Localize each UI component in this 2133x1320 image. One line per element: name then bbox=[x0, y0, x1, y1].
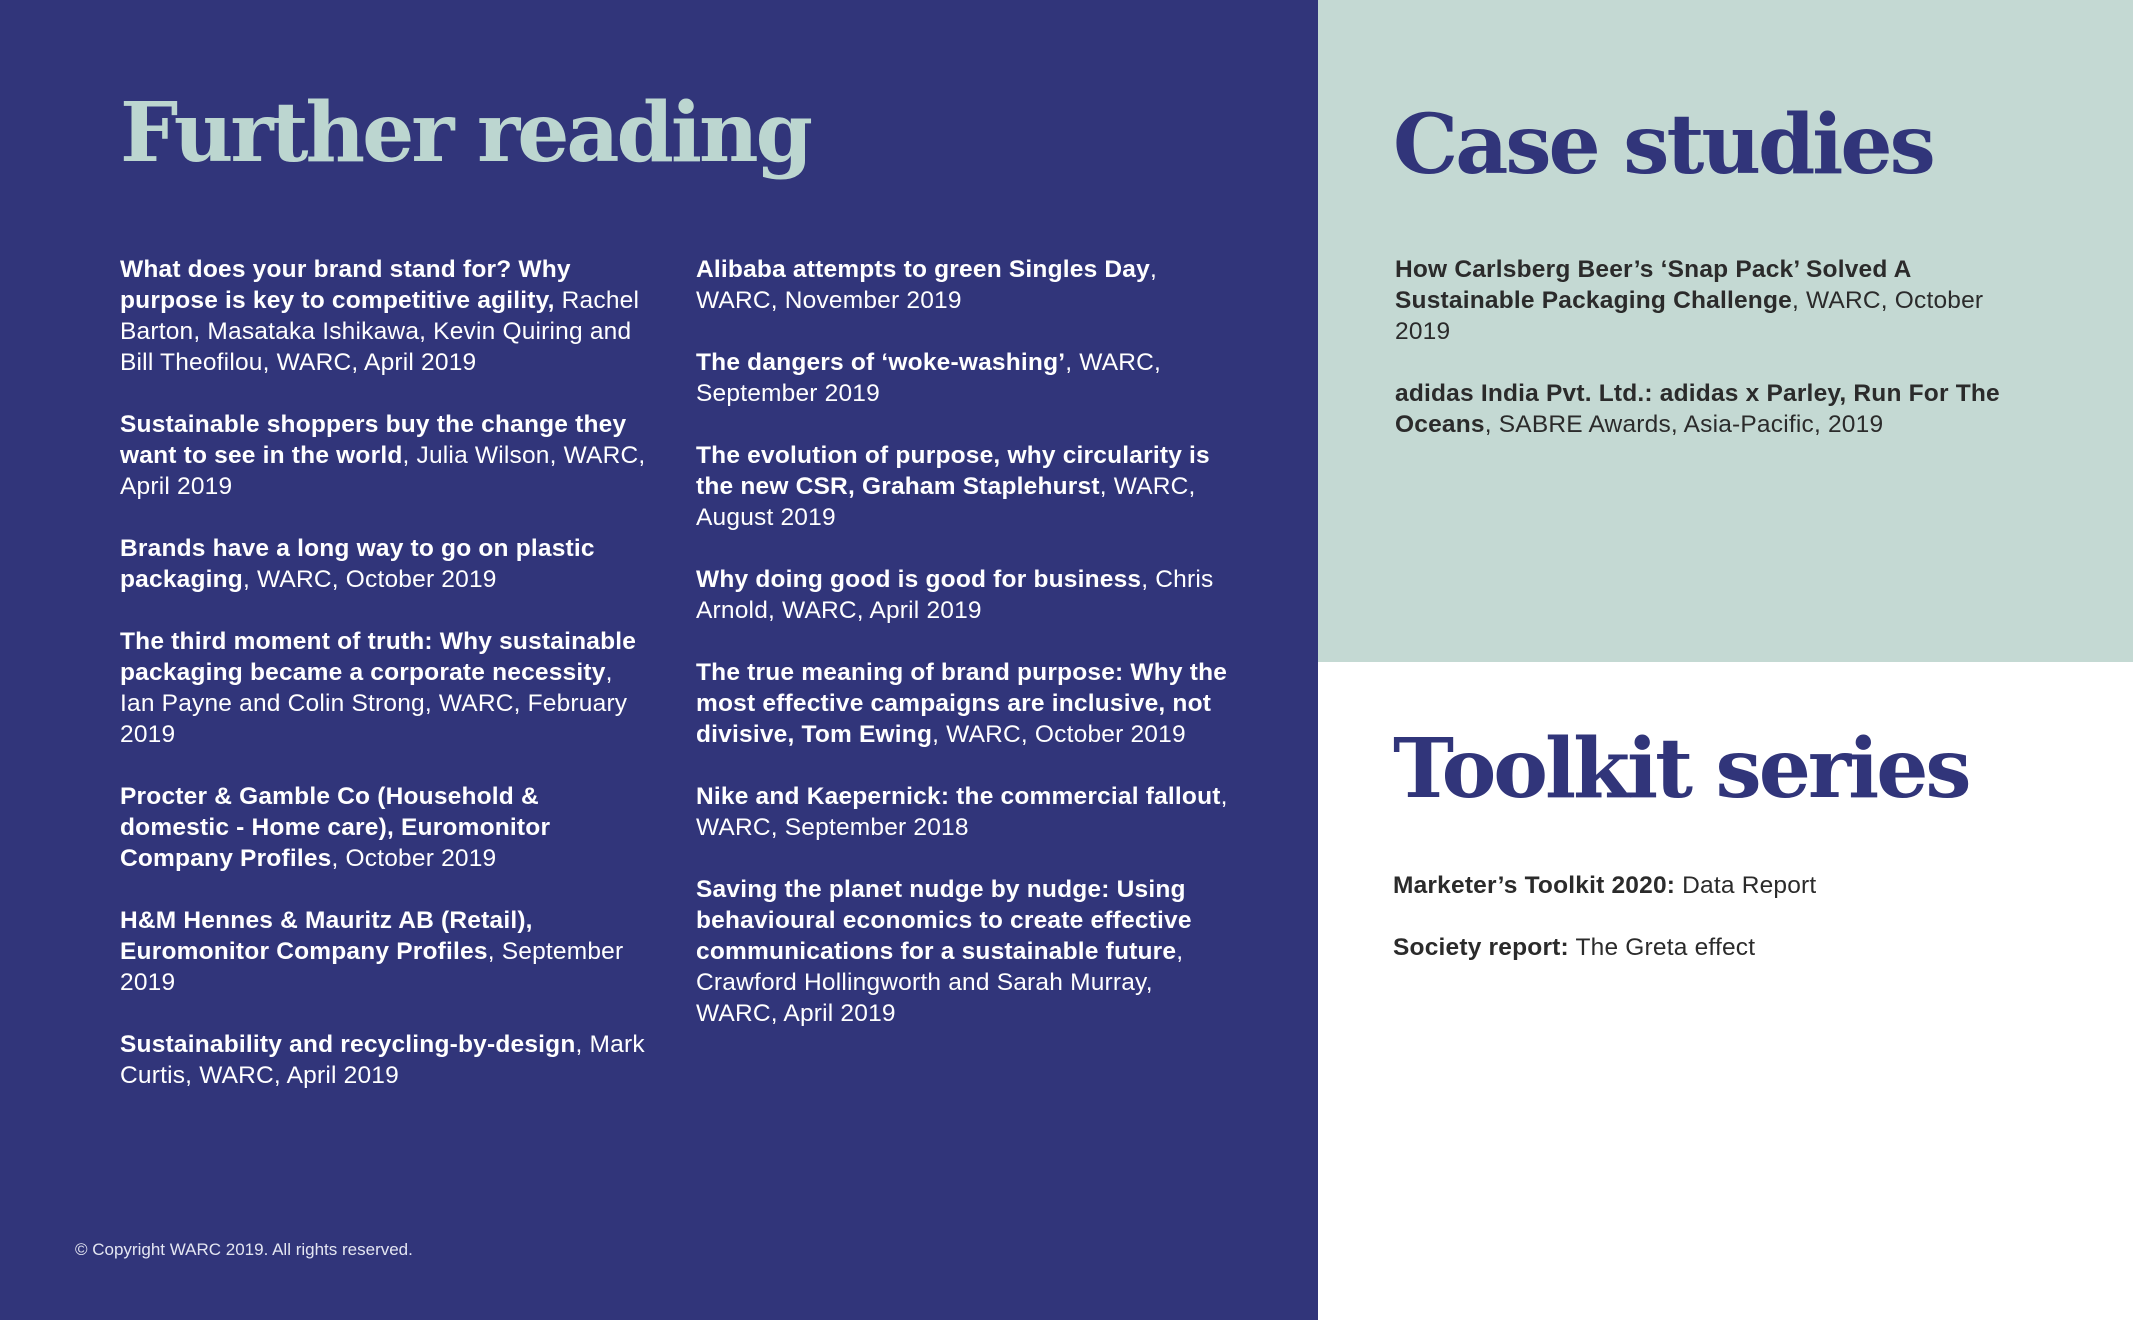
reading-source: , WARC, August 2019 bbox=[696, 473, 1196, 531]
reading-entry[interactable] bbox=[120, 1029, 650, 1091]
toolkit-title: Marketer’s Toolkit 2020: bbox=[1393, 872, 1676, 899]
reading-title: The evolution of purpose, why circularity is the new CSR, Graham Staplehurst bbox=[696, 442, 1210, 500]
reading-entry[interactable] bbox=[696, 781, 1236, 843]
reading-title: Saving the planet nudge by nudge: Using behavioural economics to create effective communications for a sustainable future bbox=[696, 876, 1192, 965]
reading-entry[interactable] bbox=[120, 409, 650, 502]
reading-source: , Crawford Hollingworth and Sarah Murray, WARC, April 2019 bbox=[696, 938, 1184, 1027]
further-reading-column-1 bbox=[120, 254, 650, 1122]
toolkit-title: Society report: bbox=[1393, 934, 1569, 961]
reading-title: Nike and Kaepernick: the commercial fallout bbox=[696, 783, 1221, 810]
reading-title: Why doing good is good for business bbox=[696, 566, 1142, 593]
copyright-notice: © Copyright WARC 2019. All rights reserved. bbox=[75, 1240, 413, 1259]
reading-source: , WARC, October 2019 bbox=[932, 721, 1186, 748]
reading-entry[interactable] bbox=[696, 874, 1236, 1029]
reading-entry[interactable] bbox=[696, 347, 1236, 409]
reading-source: , September 2019 bbox=[120, 938, 624, 996]
reading-entry[interactable] bbox=[696, 564, 1236, 626]
case-studies-heading: Case studies bbox=[1393, 97, 1933, 193]
reading-title: Sustainability and recycling-by-design bbox=[120, 1031, 576, 1058]
reading-entry[interactable] bbox=[120, 781, 650, 874]
case-study-source: , SABRE Awards, Asia-Pacific, 2019 bbox=[1484, 411, 1884, 438]
reading-source: , Ian Payne and Colin Strong, WARC, February 2019 bbox=[120, 659, 628, 748]
toolkit-series-list bbox=[1393, 870, 2033, 994]
reading-source: , WARC, November 2019 bbox=[696, 256, 1157, 314]
reading-source: , WARC, September 2018 bbox=[696, 783, 1228, 841]
reading-title: Brands have a long way to go on plastic packaging bbox=[120, 535, 595, 593]
reading-entry[interactable] bbox=[120, 905, 650, 998]
reading-source: , Mark Curtis, WARC, April 2019 bbox=[120, 1031, 645, 1089]
reading-entry[interactable] bbox=[120, 533, 650, 595]
reading-title: The true meaning of brand purpose: Why the most effective campaigns are inclusive, not divisive, Tom Ewing bbox=[696, 659, 1228, 748]
reading-entry[interactable] bbox=[696, 254, 1236, 316]
case-study-source: , WARC, October 2019 bbox=[1395, 287, 1984, 345]
reading-source: , Chris Arnold, WARC, April 2019 bbox=[696, 566, 1214, 624]
case-study-entry[interactable] bbox=[1395, 378, 2025, 440]
reading-title: H&M Hennes & Mauritz AB (Retail), Euromonitor Company Profiles bbox=[120, 907, 533, 965]
reading-title: The third moment of truth: Why sustainable packaging became a corporate necessity bbox=[120, 628, 637, 686]
reading-source: , WARC, October 2019 bbox=[242, 566, 497, 593]
further-reading-heading: Further reading bbox=[120, 85, 810, 181]
reading-title: The dangers of ‘woke-washing’ bbox=[696, 349, 1066, 376]
toolkit-entry[interactable] bbox=[1393, 870, 2033, 901]
case-study-title: How Carlsberg Beer’s ‘Snap Pack’ Solved A Sustainable Packaging Challenge bbox=[1395, 256, 1911, 314]
reading-entry[interactable] bbox=[120, 254, 650, 378]
reading-source: , October 2019 bbox=[331, 845, 497, 872]
reading-title: What does your brand stand for? Why purpose is key to competitive agility, bbox=[120, 256, 571, 314]
case-study-title: adidas India Pvt. Ltd.: adidas x Parley, Run For The Oceans bbox=[1395, 380, 2000, 438]
reading-title: Sustainable shoppers buy the change they want to see in the world bbox=[120, 411, 627, 469]
toolkit-subtitle: Data Report bbox=[1675, 872, 1817, 899]
reading-source: , WARC, September 2019 bbox=[696, 349, 1162, 407]
reading-entry[interactable] bbox=[696, 440, 1236, 533]
reading-title: Alibaba attempts to green Singles Day bbox=[696, 256, 1150, 283]
reading-source: Rachel Barton, Masataka Ishikawa, Kevin Quiring and Bill Theofilou, WARC, April 2019 bbox=[120, 287, 640, 376]
reading-title: Procter & Gamble Co (Household & domestic - Home care), Euromonitor Company Profiles bbox=[120, 783, 551, 872]
case-studies-list bbox=[1395, 254, 2025, 471]
further-reading-column-2 bbox=[696, 254, 1236, 1060]
reading-source: , Julia Wilson, WARC, April 2019 bbox=[120, 442, 646, 500]
toolkit-series-heading: Toolkit series bbox=[1393, 721, 1969, 817]
toolkit-entry[interactable] bbox=[1393, 932, 2033, 963]
reading-entry[interactable] bbox=[696, 657, 1236, 750]
case-study-entry[interactable] bbox=[1395, 254, 2025, 347]
toolkit-subtitle: The Greta effect bbox=[1568, 934, 1756, 961]
reading-entry[interactable] bbox=[120, 626, 650, 750]
